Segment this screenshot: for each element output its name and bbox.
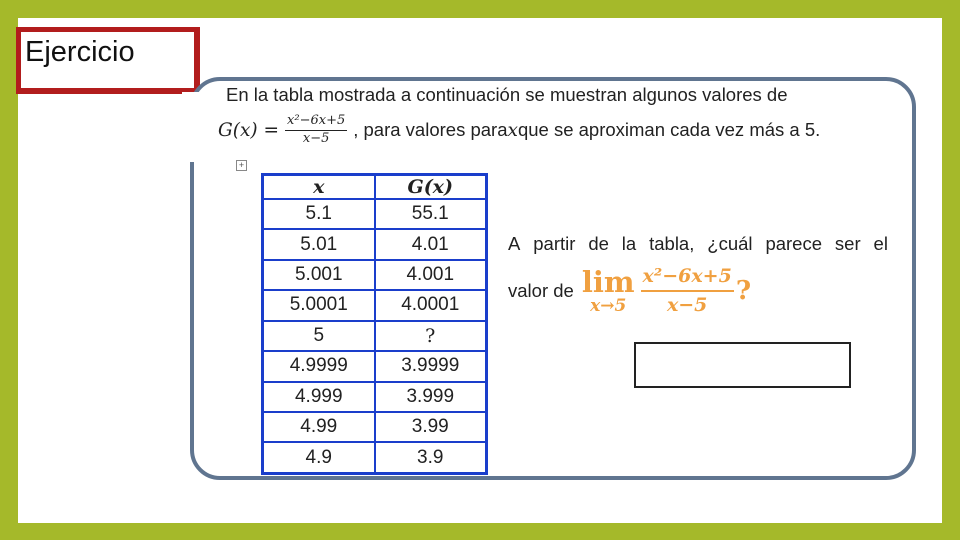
cell-x: 4.99 xyxy=(263,412,375,442)
cell-x: 5.0001 xyxy=(263,290,375,320)
question-line-1 xyxy=(508,233,888,255)
cell-gx: 4.001 xyxy=(375,260,487,290)
question-word: partir xyxy=(533,233,576,254)
cell-gx: 3.999 xyxy=(375,382,487,412)
table-row xyxy=(263,351,487,381)
question-word: tabla, xyxy=(649,233,695,254)
question-line-2 xyxy=(508,258,751,324)
cell-x: 5.001 xyxy=(263,260,375,290)
limit-subscript: x→5 xyxy=(590,295,627,316)
intro-text-a: , para valores para xyxy=(353,119,508,140)
answer-box[interactable] xyxy=(634,342,851,388)
function-name: G(x) = xyxy=(218,119,280,141)
limit-operator xyxy=(581,264,635,316)
cell-x: 4.9999 xyxy=(263,351,375,381)
header-gx: G(x) xyxy=(375,175,487,200)
question-word: A xyxy=(508,233,521,254)
function-fraction xyxy=(285,114,347,147)
table-row xyxy=(263,260,487,290)
slide-title: Ejercicio xyxy=(25,36,135,68)
question-prefix: valor de xyxy=(508,280,574,301)
table-header-row xyxy=(263,175,487,200)
cell-x: 5.01 xyxy=(263,229,375,259)
function-numerator: x²−6x+5 xyxy=(285,114,347,131)
table-row xyxy=(263,199,487,229)
limit-denominator: x−5 xyxy=(666,294,708,316)
intro-variable: x xyxy=(507,119,518,141)
cell-x: 4.9 xyxy=(263,442,375,473)
intro-text-b: que se aproximan cada vez más a 5. xyxy=(517,119,821,140)
cell-gx: 4.01 xyxy=(375,229,487,259)
cell-x: 5 xyxy=(263,321,375,351)
table-row xyxy=(263,382,487,412)
cell-x: 5.1 xyxy=(263,199,375,229)
table-row xyxy=(263,229,487,259)
limit-numerator: x²−6x+5 xyxy=(641,266,734,292)
cell-gx: 3.9 xyxy=(375,442,487,473)
cell-gx: 3.99 xyxy=(375,412,487,442)
question-word: parece xyxy=(765,233,823,254)
question-word: de xyxy=(588,233,609,254)
header-x: x xyxy=(263,175,375,200)
cell-gx: 4.0001 xyxy=(375,290,487,320)
intro-line-1: En la tabla mostrada a continuación se muestran algunos valores de xyxy=(226,84,788,105)
question-word: ¿cuál xyxy=(707,233,753,254)
table-row xyxy=(263,442,487,473)
table-row xyxy=(263,412,487,442)
table-row xyxy=(263,290,487,320)
question-mark: ? xyxy=(735,276,752,306)
values-table xyxy=(261,173,488,475)
question-word: el xyxy=(873,233,888,254)
cell-gx: 3.9999 xyxy=(375,351,487,381)
question-word: la xyxy=(621,233,637,254)
limit-fraction xyxy=(641,266,734,316)
function-denominator: x−5 xyxy=(302,130,330,146)
card-border-gap xyxy=(182,92,214,162)
table-row xyxy=(263,321,487,351)
cell-gx-unknown: ? xyxy=(375,321,487,351)
intro-line-2 xyxy=(218,110,820,150)
move-handle-icon[interactable]: + xyxy=(236,160,247,171)
limit-word: lim xyxy=(581,264,635,299)
cell-x: 4.999 xyxy=(263,382,375,412)
cell-gx: 55.1 xyxy=(375,199,487,229)
question-word: ser xyxy=(834,233,861,254)
